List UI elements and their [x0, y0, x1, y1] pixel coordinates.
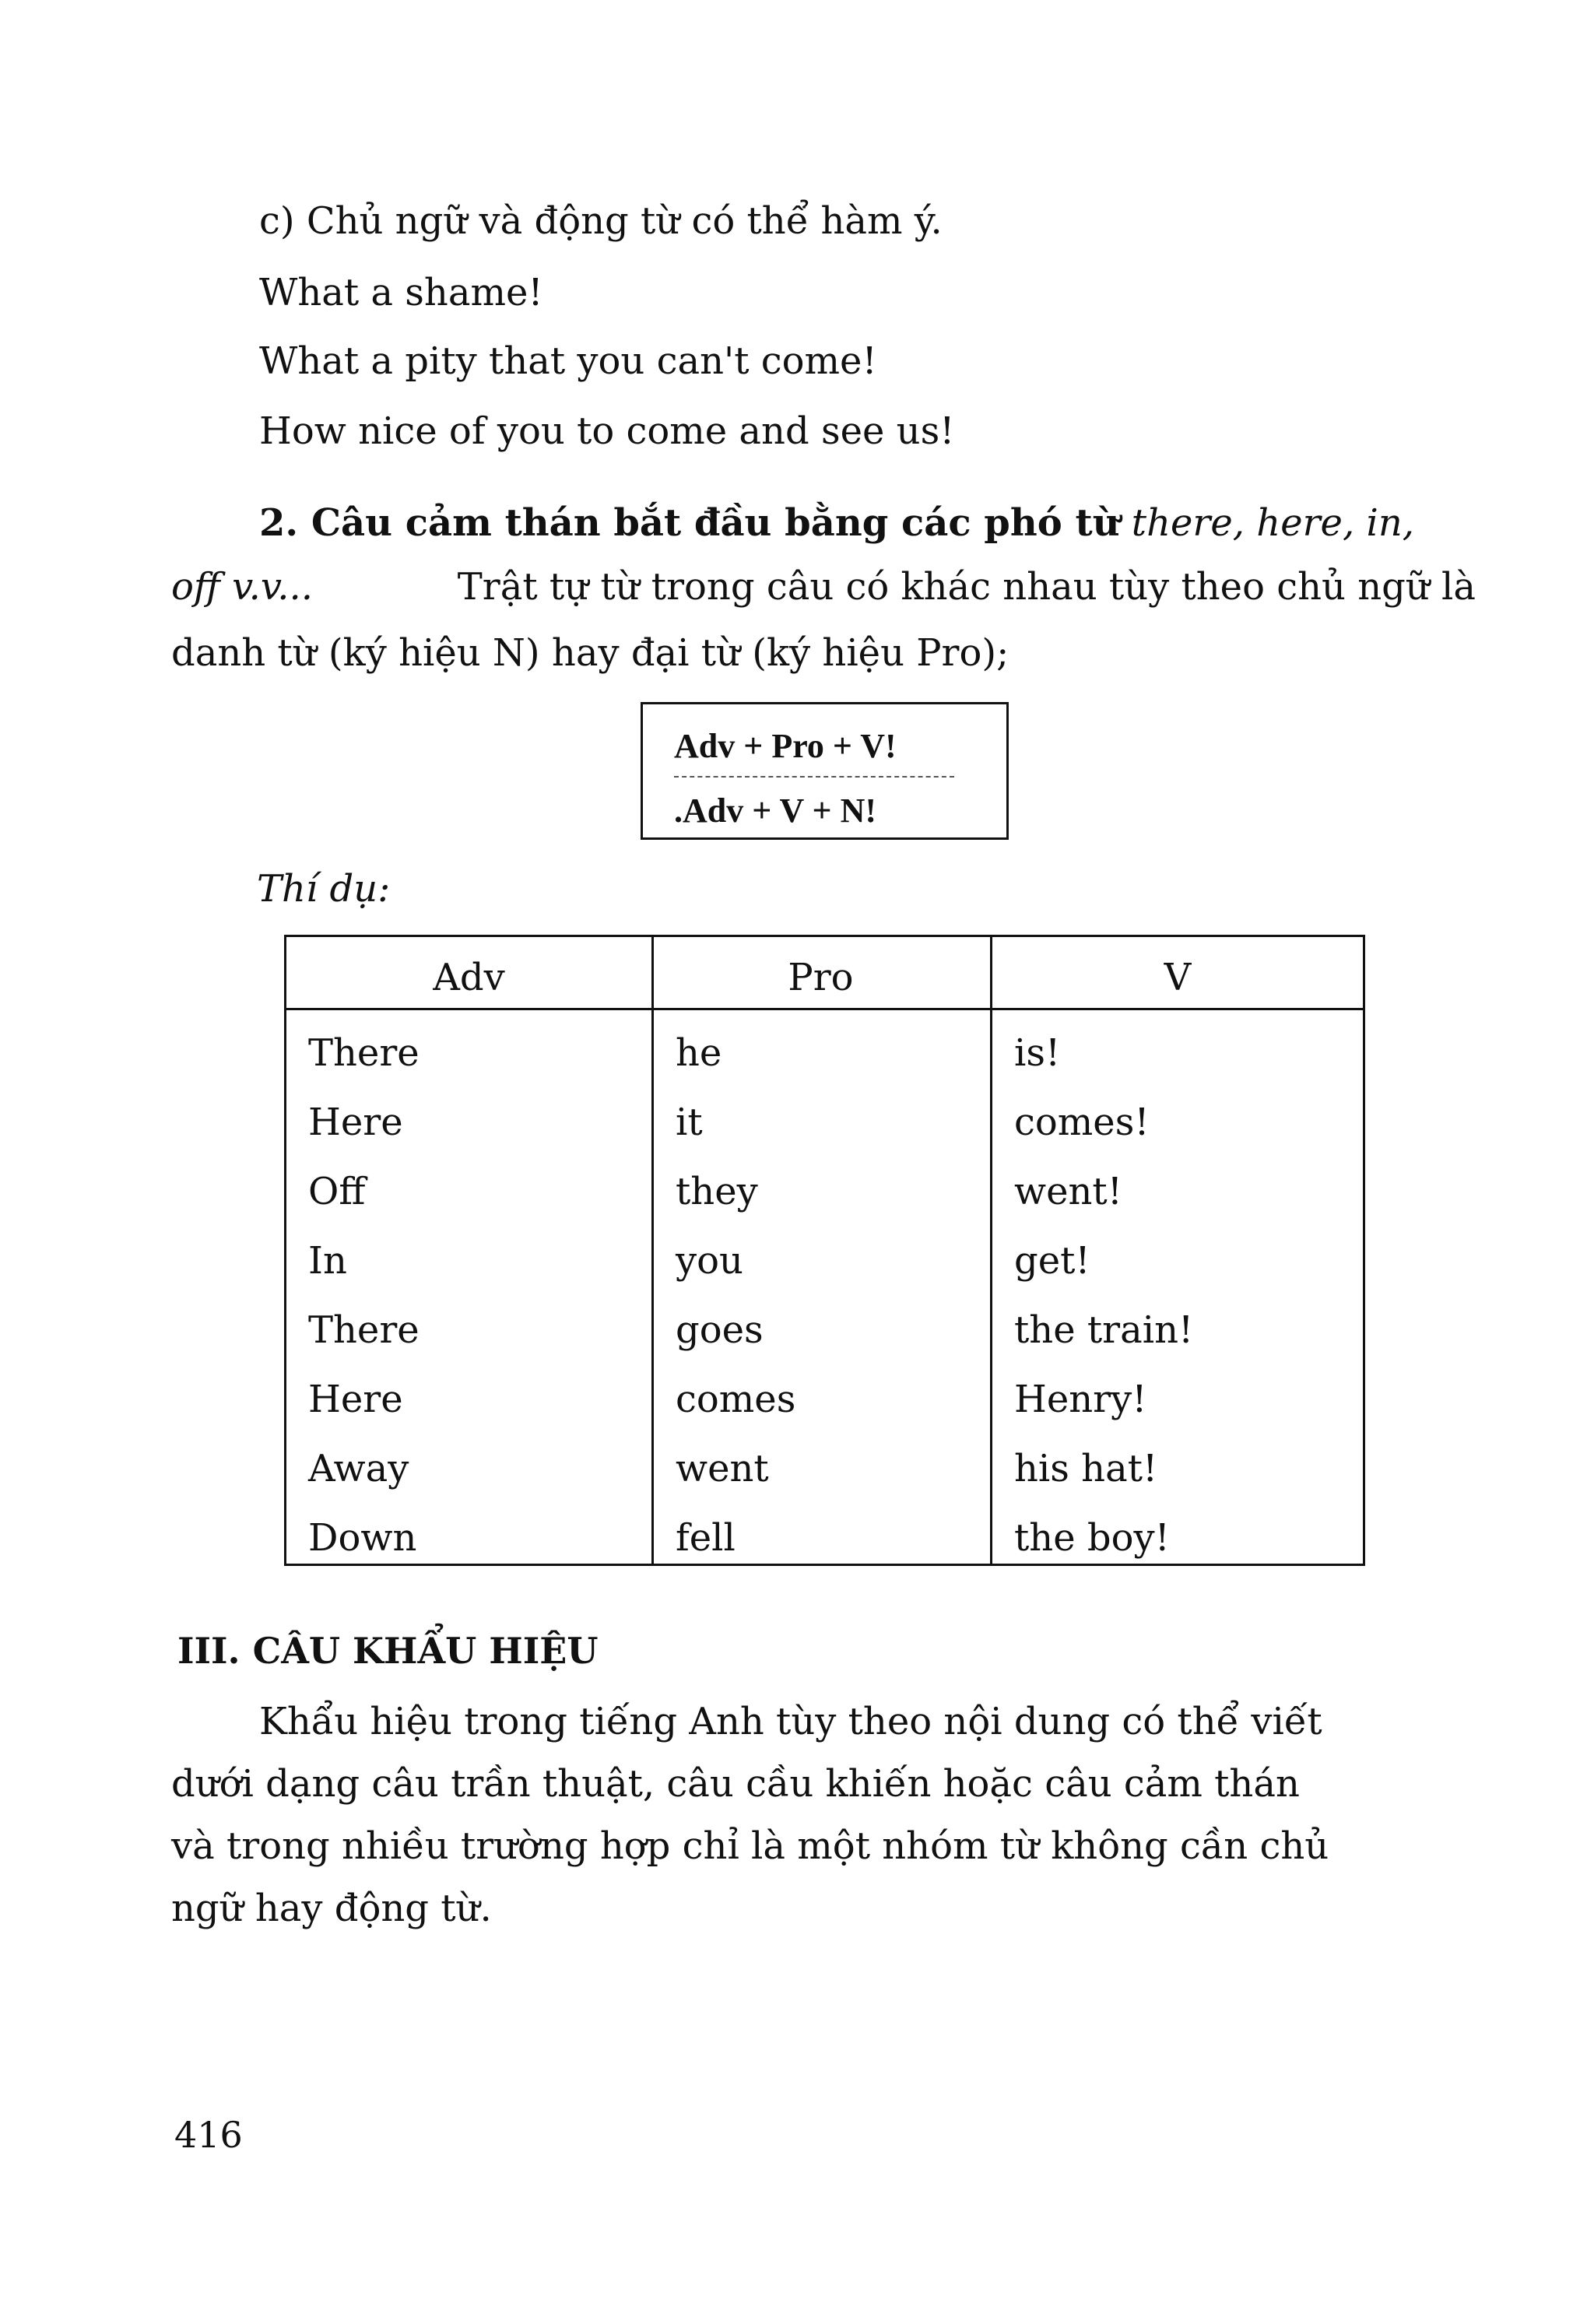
column-divider-2	[990, 937, 992, 1564]
section-2-line-1	[259, 501, 1414, 545]
section-2-line-2-italic: off v.v...	[171, 565, 314, 609]
table-cell: Off	[308, 1170, 366, 1213]
section-2-line-3: danh từ (ký hiệu N) hay đại từ (ký hiệu Pro);	[171, 631, 1009, 675]
header-adv: Adv	[433, 956, 505, 999]
paragraph-line-3: và trong nhiều trường hợp chỉ là một nhóm từ không cần chủ	[171, 1824, 1329, 1868]
paragraph-line-1-text: Khẩu hiệu trong tiếng Anh tùy theo nội dung có thể viết	[259, 1700, 1322, 1743]
table-cell: There	[308, 1308, 420, 1352]
example-line-2: What a pity that you can't come!	[259, 339, 877, 383]
paragraph-line-2: dưới dạng câu trần thuật, câu cầu khiến hoặc câu cảm thán	[171, 1762, 1300, 1806]
formula-1: Adv + Pro + V!	[674, 727, 897, 765]
section-2-title: 2. Câu cảm thán bắt đầu bằng các phó từ	[259, 501, 1120, 545]
table-cell: he	[676, 1031, 722, 1075]
section-2-line-2	[171, 565, 1476, 609]
header-pro: Pro	[788, 956, 854, 999]
table-cell: Here	[308, 1378, 403, 1421]
table-cell: Henry!	[1014, 1378, 1147, 1421]
paragraph-line-1	[259, 1700, 1476, 1743]
table-cell: it	[676, 1101, 703, 1144]
table-cell: went!	[1014, 1170, 1122, 1213]
column-divider-1	[651, 937, 654, 1564]
table-cell: get!	[1014, 1239, 1090, 1283]
table-cell: fell	[676, 1516, 736, 1560]
section-2-line-2-text: Trật tự từ trong câu có khác nhau tùy theo chủ ngữ là	[457, 565, 1476, 609]
table-cell: Down	[308, 1516, 417, 1560]
example-table	[284, 935, 1365, 1566]
table-cell: goes	[676, 1308, 764, 1352]
header-divider	[286, 1008, 1363, 1010]
table-cell: you	[676, 1239, 743, 1283]
table-cell: comes	[676, 1378, 796, 1421]
table-cell: they	[676, 1170, 758, 1213]
table-cell: went	[676, 1447, 769, 1490]
formula-divider	[674, 776, 954, 778]
page-number: 416	[174, 2114, 243, 2156]
example-line-3: How nice of you to come and see us!	[259, 409, 955, 453]
table-cell: is!	[1014, 1031, 1061, 1075]
section-2-words: there, here, in,	[1131, 501, 1414, 545]
section-c-line: c) Chủ ngữ và động từ có thể hàm ý.	[259, 199, 943, 243]
table-cell: the boy!	[1014, 1516, 1170, 1560]
example-line-1: What a shame!	[259, 271, 543, 314]
example-label: Thí dụ:	[257, 867, 391, 911]
table-cell: Here	[308, 1101, 403, 1144]
header-v: V	[1164, 956, 1192, 999]
formula-2: .Adv + V + N!	[674, 792, 877, 830]
table-cell: Away	[308, 1447, 409, 1490]
section-3-heading: III. CÂU KHẨU HIỆU	[177, 1630, 599, 1672]
table-cell: his hat!	[1014, 1447, 1158, 1490]
table-cell: the train!	[1014, 1308, 1194, 1352]
table-cell: There	[308, 1031, 420, 1075]
paragraph-line-4: ngữ hay động từ.	[171, 1887, 492, 1930]
table-cell: In	[308, 1239, 347, 1283]
formula-box	[641, 702, 1009, 840]
table-cell: comes!	[1014, 1101, 1150, 1144]
